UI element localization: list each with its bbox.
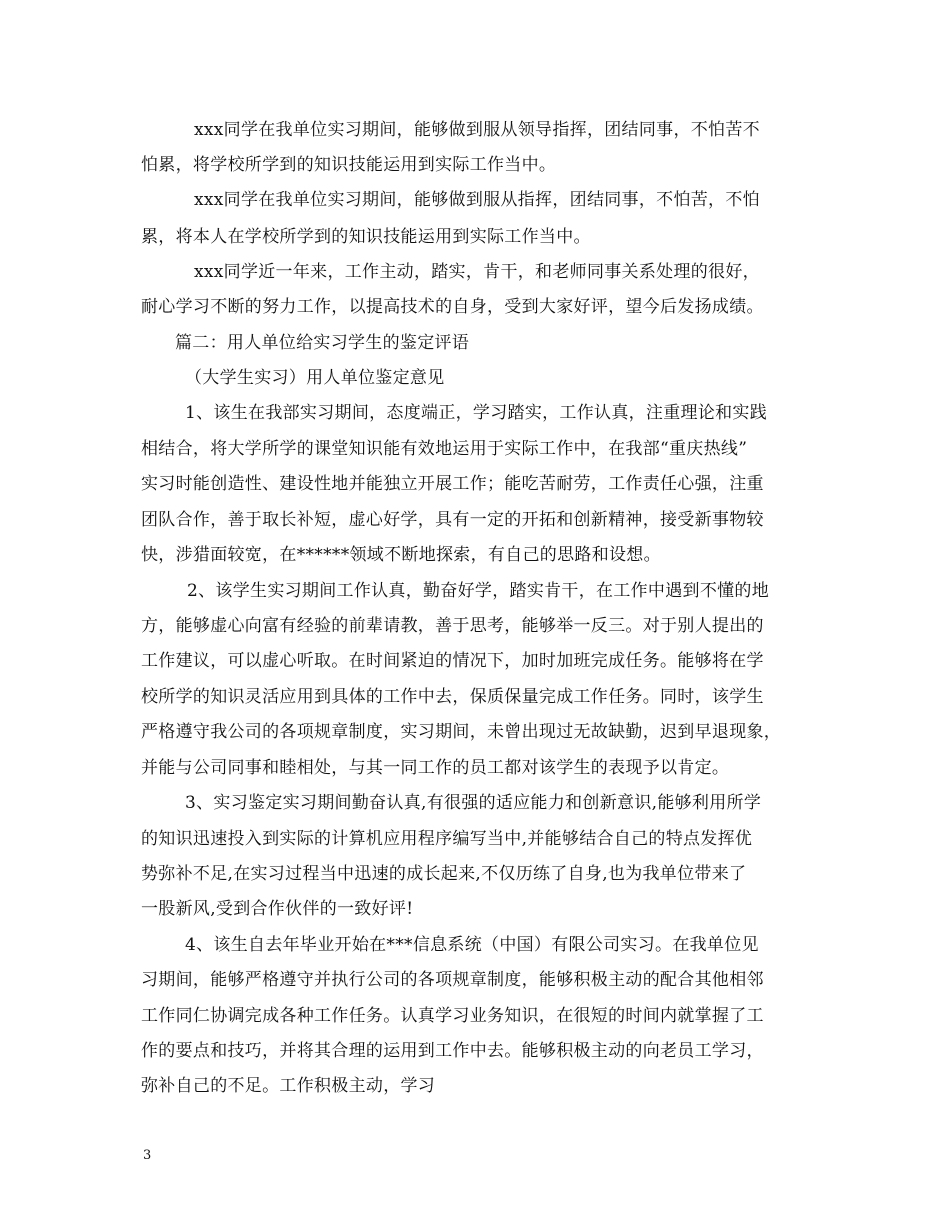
paragraph-line: 严格遵守我公司的各项规章制度，实习期间，未曾出现过无故缺勤，迟到早退现象， xyxy=(141,722,782,742)
paragraph-line: 2、该学生实习期间工作认真，勤奋好学，踏实肯干，在工作中遇到不懂的地 xyxy=(187,581,770,601)
paragraph-line: 3、实习鉴定实习期间勤奋认真,有很强的适应能力和创新意识,能够利用所学 xyxy=(185,793,762,813)
paragraph-line: 耐心学习不断的努力工作，以提高技术的自身，受到大家好评，望今后发扬成绩。 xyxy=(141,297,764,317)
paragraph-line: 快，涉猎面较宽，在******领域不断地探索，有自己的思路和设想。 xyxy=(141,545,661,565)
paragraph-line: xxx同学近一年来，工作主动，踏实，肯干，和老师同事关系处理的很好， xyxy=(194,262,760,282)
page-number: 3 xyxy=(143,1148,152,1163)
paragraph-line: 团队合作，善于取长补短，虚心好学，具有一定的开拓和创新精神，接受新事物较 xyxy=(141,510,764,530)
paragraph-line: 作的要点和技巧，并将其合理的运用到工作中去。能够积极主动的向老员工学习， xyxy=(141,1041,764,1061)
paragraph-line: 一股新风,受到合作伙伴的一致好评! xyxy=(141,899,414,919)
subsection-heading: （大学生实习）用人单位鉴定意见 xyxy=(185,368,445,388)
paragraph-line: 校所学的知识灵活应用到具体的工作中去，保质保量完成工作任务。同时，该学生 xyxy=(141,687,764,707)
paragraph-line: xxx同学在我单位实习期间，能够做到服从领导指挥，团结同事，不怕苦不 xyxy=(194,120,760,140)
section-heading: 篇二：用人单位给实习学生的鉴定评语 xyxy=(175,333,470,353)
paragraph-line: 方，能够虚心向富有经验的前辈请教，善于思考，能够举一反三。对于别人提出的 xyxy=(141,616,764,636)
paragraph-line: 相结合，将大学所学的课堂知识能有效地运用于实际工作中，在我部“重庆热线” xyxy=(141,439,748,459)
paragraph-line: 工作建议，可以虚心听取。在时间紧迫的情况下，加时加班完成任务。能够将在学 xyxy=(141,651,764,671)
paragraph-line: 弥补自己的不足。工作积极主动，学习 xyxy=(141,1076,436,1096)
paragraph-line: 工作同仁协调完成各种工作任务。认真学习业务知识，在很短的时间内就掌握了工 xyxy=(141,1006,764,1026)
paragraph-line: 习期间，能够严格遵守并执行公司的各项规章制度，能够积极主动的配合其他相邻 xyxy=(141,970,764,990)
paragraph-line: 1、该生在我部实习期间，态度端正，学习踏实，工作认真，注重理论和实践 xyxy=(185,403,768,423)
paragraph-line: 势弥补不足,在实习过程当中迅速的成长起来,不仅历练了自身,也为我单位带来了 xyxy=(141,864,747,884)
paragraph-line: 累，将本人在学校所学到的知识技能运用到实际工作当中。 xyxy=(141,227,591,247)
paragraph-line: 怕累，将学校所学到的知识技能运用到实际工作当中。 xyxy=(141,155,557,175)
paragraph-line: xxx同学在我单位实习期间，能够做到服从指挥，团结同事，不怕苦，不怕 xyxy=(194,190,760,210)
paragraph-line: 的知识迅速投入到实际的计算机应用程序编写当中,并能够结合自己的特点发挥优 xyxy=(141,829,753,849)
paragraph-line: 4、该生自去年毕业开始在***信息系统（中国）有限公司实习。在我单位见 xyxy=(185,935,759,955)
paragraph-line: 实习时能创造性、建设性地并能独立开展工作；能吃苦耐劳，工作责任心强，注重 xyxy=(141,474,764,494)
paragraph-line: 并能与公司同事和睦相处，与其一同工作的员工都对该学生的表现予以肯定。 xyxy=(141,758,730,778)
